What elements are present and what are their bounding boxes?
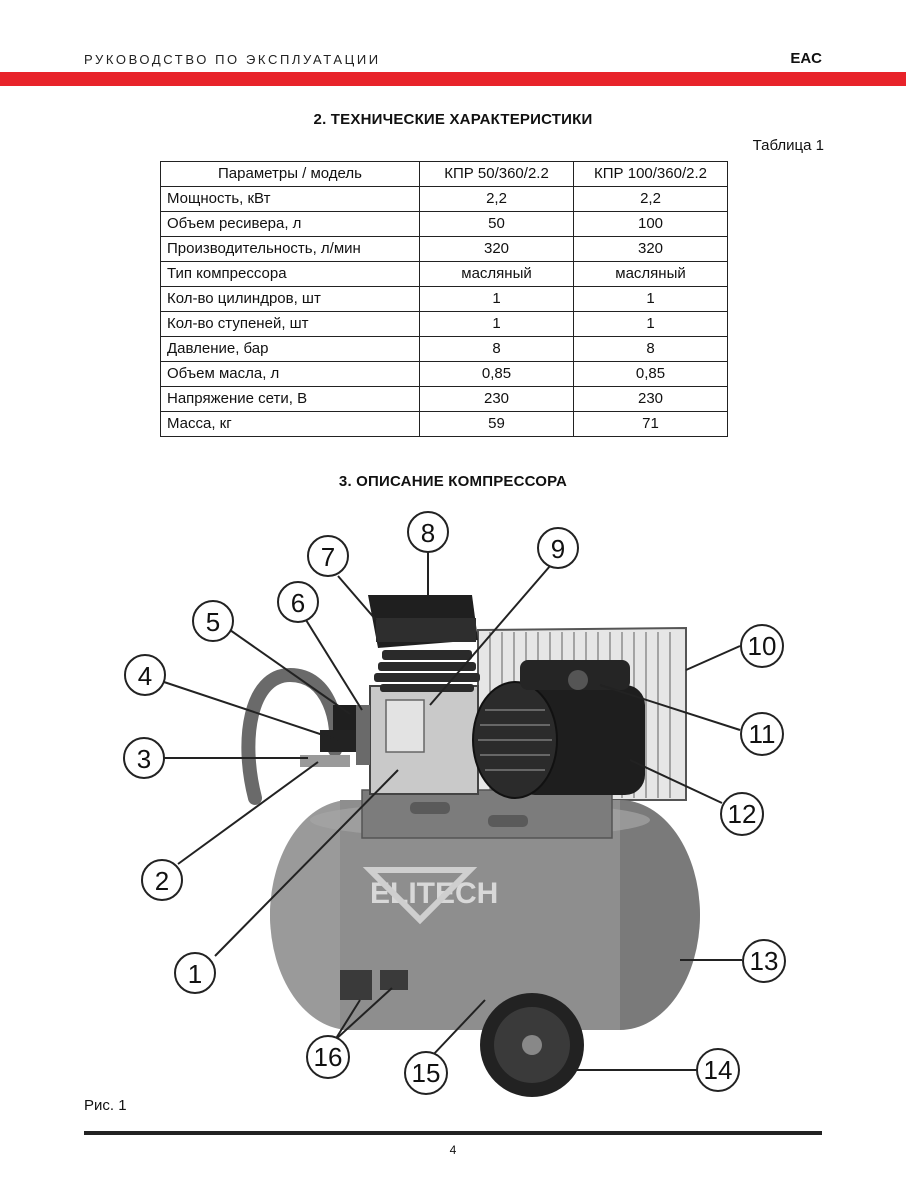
callout-7 bbox=[308, 536, 348, 576]
value-cell: 320 bbox=[574, 237, 728, 262]
callout-6 bbox=[278, 582, 318, 622]
value-cell: 0,85 bbox=[420, 362, 574, 387]
svg-text:2: 2 bbox=[154, 866, 170, 896]
param-cell: Объем масла, л bbox=[161, 362, 420, 387]
footer-rule bbox=[84, 1131, 822, 1135]
table-row bbox=[161, 387, 728, 412]
param-cell: Производительность, л/мин bbox=[161, 237, 420, 262]
table-caption: Таблица 1 bbox=[752, 137, 824, 154]
svg-text:14: 14 bbox=[703, 1055, 733, 1085]
column-header: КПР 50/360/2.2 bbox=[420, 162, 574, 187]
value-cell: 8 bbox=[574, 337, 728, 362]
column-header: Параметры / модель bbox=[161, 162, 420, 187]
callout-11 bbox=[741, 713, 783, 755]
param-cell: Напряжение сети, В bbox=[161, 387, 420, 412]
value-cell: 59 bbox=[420, 412, 574, 437]
param-cell: Кол-во ступеней, шт bbox=[161, 312, 420, 337]
param-cell: Мощность, кВт bbox=[161, 187, 420, 212]
svg-text:9: 9 bbox=[550, 534, 566, 564]
callout-2 bbox=[142, 860, 182, 900]
value-cell: масляный bbox=[574, 262, 728, 287]
callout-15 bbox=[405, 1052, 447, 1094]
value-cell: 1 bbox=[574, 312, 728, 337]
svg-text:12: 12 bbox=[727, 799, 757, 829]
svg-text:11: 11 bbox=[748, 719, 776, 749]
header-band bbox=[0, 72, 906, 86]
table-header-row bbox=[161, 162, 728, 187]
value-cell: 71 bbox=[574, 412, 728, 437]
table-row bbox=[161, 187, 728, 212]
value-cell: 8 bbox=[420, 337, 574, 362]
svg-text:6: 6 bbox=[290, 588, 306, 618]
table-row bbox=[161, 412, 728, 437]
svg-text:4: 4 bbox=[137, 661, 153, 691]
svg-text:15: 15 bbox=[411, 1058, 441, 1088]
svg-text:16: 16 bbox=[313, 1042, 343, 1072]
value-cell: 1 bbox=[420, 287, 574, 312]
callout-13 bbox=[743, 940, 785, 982]
value-cell: 50 bbox=[420, 212, 574, 237]
table-row bbox=[161, 362, 728, 387]
callout-3 bbox=[124, 738, 164, 778]
table-row bbox=[161, 212, 728, 237]
value-cell: 100 bbox=[574, 212, 728, 237]
table-row bbox=[161, 237, 728, 262]
param-cell: Давление, бар bbox=[161, 337, 420, 362]
value-cell: 1 bbox=[574, 287, 728, 312]
callout-5 bbox=[193, 601, 233, 641]
table-row bbox=[161, 312, 728, 337]
table-row bbox=[161, 337, 728, 362]
value-cell: 320 bbox=[420, 237, 574, 262]
specs-table bbox=[160, 161, 728, 437]
brand-label: ELITECH bbox=[370, 877, 499, 910]
svg-text:1: 1 bbox=[187, 959, 203, 989]
param-cell: Масса, кг bbox=[161, 412, 420, 437]
compressor-figure bbox=[0, 500, 906, 1100]
section-title-description: 3. ОПИСАНИЕ КОМПРЕССОРА bbox=[338, 473, 568, 490]
value-cell: 1 bbox=[420, 312, 574, 337]
column-header: КПР 100/360/2.2 bbox=[574, 162, 728, 187]
compressor-illustration bbox=[248, 595, 700, 1097]
value-cell: 2,2 bbox=[420, 187, 574, 212]
svg-text:8: 8 bbox=[420, 518, 436, 548]
callout-16 bbox=[307, 1036, 349, 1078]
svg-text:5: 5 bbox=[205, 607, 221, 637]
callout-12 bbox=[721, 793, 763, 835]
eac-mark: EAC bbox=[790, 50, 822, 67]
svg-text:13: 13 bbox=[749, 946, 779, 976]
value-cell: 230 bbox=[574, 387, 728, 412]
value-cell: 0,85 bbox=[574, 362, 728, 387]
callout-1 bbox=[175, 953, 215, 993]
table-row bbox=[161, 262, 728, 287]
callout-9 bbox=[538, 528, 578, 568]
param-cell: Тип компрессора bbox=[161, 262, 420, 287]
param-cell: Кол-во цилиндров, шт bbox=[161, 287, 420, 312]
value-cell: масляный bbox=[420, 262, 574, 287]
svg-text:10: 10 bbox=[747, 631, 777, 661]
value-cell: 230 bbox=[420, 387, 574, 412]
section-title-specs: 2. ТЕХНИЧЕСКИЕ ХАРАКТЕРИСТИКИ bbox=[313, 111, 593, 128]
svg-text:7: 7 bbox=[320, 542, 336, 572]
param-cell: Объем ресивера, л bbox=[161, 212, 420, 237]
page-number: 4 bbox=[449, 1143, 457, 1157]
callout-4 bbox=[125, 655, 165, 695]
header-title: РУКОВОДСТВО ПО ЭКСПЛУАТАЦИИ bbox=[84, 52, 381, 67]
svg-text:3: 3 bbox=[136, 744, 152, 774]
callout-8 bbox=[408, 512, 448, 552]
callout-10 bbox=[741, 625, 783, 667]
figure-caption: Рис. 1 bbox=[84, 1097, 127, 1114]
table-row bbox=[161, 287, 728, 312]
callout-14 bbox=[697, 1049, 739, 1091]
value-cell: 2,2 bbox=[574, 187, 728, 212]
